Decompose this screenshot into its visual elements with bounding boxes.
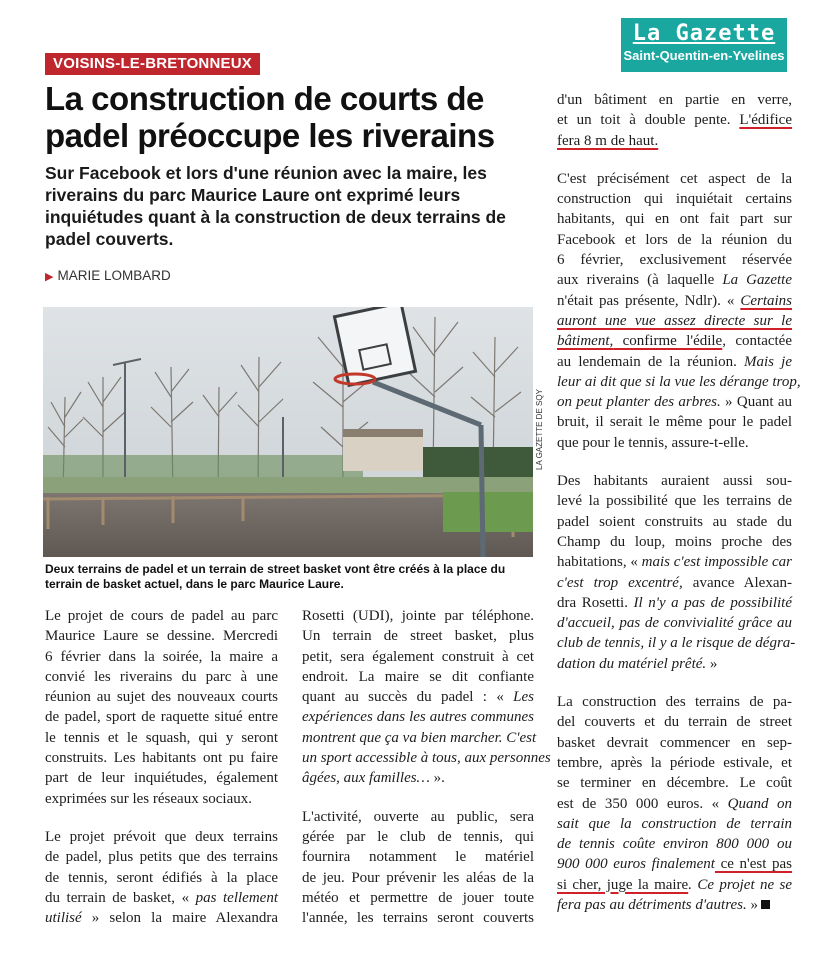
- body-column-3: [557, 90, 801, 933]
- photo-credit: LA GAZETTE DE SQY: [535, 389, 544, 470]
- text-line: endroit. La maire se dit confiante: [302, 668, 534, 685]
- text-line: Maurice Laure se dessine. Mercredi: [45, 628, 278, 645]
- text-line: basket devrait commencer en sep-: [557, 734, 792, 751]
- col1-paragraph-1: [45, 606, 278, 809]
- text-line: 6 février dans la soirée, la maire a: [45, 648, 278, 665]
- highlight-underline: confirme l'édile: [613, 333, 723, 350]
- highlight-underline: bâtiment,: [557, 333, 614, 350]
- text-line: [557, 131, 792, 151]
- text-line: que pour le tennis, assure-t-elle.: [557, 434, 749, 451]
- headline: La construction de courts de padel préoccupe les riverains: [45, 80, 495, 154]
- text-line: construction qui inquiétait certains: [557, 191, 792, 208]
- article-photo: [43, 307, 533, 557]
- col3-paragraph-2: [557, 169, 801, 453]
- text-line: on peut planter des arbres. » Quant au: [557, 394, 792, 411]
- text-line: [557, 311, 792, 331]
- text-line: tembre, après la période estivale, et: [557, 754, 792, 771]
- text-line: C'est précisément cet aspect de la: [557, 170, 792, 187]
- highlight-underline: fera 8 m de haut.: [557, 132, 659, 149]
- lede: Sur Facebook et lors d'une réunion avec la maire, les riverains du parc Maurice Laure ont exprimé leurs inquiétudes quant à la construction de deux terrains de padel couverts.: [45, 163, 506, 249]
- text-line: dra Rosetti. Il n'y a pas de possibilité: [557, 594, 793, 611]
- col3-paragraph-4: [557, 692, 792, 915]
- text-line: expériences dans les autres communes: [302, 709, 534, 726]
- text-line: fournira notamment le matériel: [302, 849, 534, 866]
- text-line: habitations, « mais c'est impossible car: [557, 554, 793, 571]
- text-line: levé la possibilité que les terrains de: [557, 493, 792, 510]
- text-line: bâtiment, confirme l'édile, contactée: [557, 333, 792, 350]
- text-line: âgées, aux familles… ».: [302, 770, 445, 787]
- text-line: bruit, il serait le même pour le padel: [557, 414, 792, 431]
- text-line: 900 000 euros finalement ce n'est pas: [557, 856, 792, 873]
- text-line: 6 février, exclusivement réservée: [557, 252, 792, 269]
- text-line: est de 350 000 euros. « Quand on: [557, 795, 793, 812]
- text-line: exprimées sur les réseaux sociaux.: [45, 790, 253, 807]
- highlight-underline: Certains: [740, 292, 792, 309]
- text-line: l'année, les terrains seront couverts: [302, 910, 534, 927]
- text-line: de padel, sport de raquette situé entre: [45, 709, 278, 726]
- text-line: montrent que ça va bien marcher. C'est: [302, 729, 537, 746]
- text-line: Champ du loup, moins proche des: [557, 533, 792, 550]
- text-line: météo et permettre de jouer toute: [302, 889, 534, 906]
- highlight-underline: , juge la maire: [597, 876, 689, 893]
- text-line: quant au succès du padel : « Les: [302, 689, 534, 706]
- text-line: de padel, plus petits que des terrains: [45, 849, 278, 866]
- text-line: Rosetti (UDI), jointe par téléphone.: [302, 608, 534, 624]
- text-line: et un toit à double pente. L'édifice: [557, 112, 792, 129]
- text-line: sait que la construction de terrain: [557, 815, 792, 832]
- photo-caption: Deux terrains de padel et un terrain de street basket vont être créés à la place du terrain de basket actuel, dans le parc Maurice Laure.: [45, 562, 506, 591]
- col1-paragraph-2: [45, 827, 278, 928]
- text-line: Un terrain de street basket, plus: [302, 628, 534, 645]
- author-name: MARIE LOMBARD: [57, 268, 171, 283]
- highlight-underline: ce n'est pas: [714, 856, 792, 873]
- text-line: du terrain de basket, « pas tellement: [45, 889, 278, 906]
- end-square-icon: [761, 900, 770, 909]
- text-line: si cher, juge la maire. Ce projet ne se: [557, 876, 793, 893]
- text-line: del couverts et du terrain de street: [557, 714, 792, 731]
- text-line: Facebook et lors de la réunion du: [557, 231, 792, 248]
- text-line: au lendemain de la réunion. Mais je: [557, 353, 793, 370]
- byline: [45, 268, 171, 283]
- text-line: réunion au sujet des nouveaux courts: [45, 689, 278, 706]
- highlight-underline: L'édifice: [739, 112, 792, 129]
- gazette-logo: [621, 18, 787, 72]
- body-column-2: [302, 606, 551, 946]
- text-line: part de leur inquiétudes, également: [45, 770, 278, 787]
- text-line: club de tennis, il y a le risque de dégra-: [557, 635, 796, 652]
- text-line: d'un bâtiment en partie en verre,: [557, 92, 792, 108]
- col2-paragraph-1: [302, 606, 551, 789]
- text-line: c'est trop excentré, avance Alexan-: [557, 574, 792, 591]
- text-line: de jeu. Pour prévenir les aléas de la: [302, 869, 534, 886]
- highlight-underline: si cher: [557, 876, 598, 893]
- text-line: de tennis, seront édifiés à la place: [45, 869, 278, 886]
- highlight-underline: auront une vue assez directe sur le: [557, 312, 792, 329]
- body-column-1: [45, 606, 278, 946]
- text-line: Le projet de cours de padel au parc: [45, 608, 278, 624]
- text-line: padel soient construits au stade du: [557, 513, 792, 530]
- text-line: habitants, qui en ont fait part sur: [557, 211, 792, 228]
- text-line: un sport accessible à tous, aux personnes: [302, 750, 551, 767]
- text-line: convié les riverains du parc à une: [45, 668, 278, 685]
- col2-paragraph-2: [302, 807, 534, 929]
- text-line: fera pas au détriments d'autres. »: [557, 895, 792, 915]
- text-line: leur ai dit que si la vue les dérange trop,: [557, 373, 801, 390]
- text-line: gérée par le club de tennis, qui: [302, 828, 534, 845]
- logo-title: La Gazette: [632, 21, 776, 46]
- text-line: d'accueil, pas de convivialité grâce au: [557, 615, 792, 632]
- text-line: de tennis coûte environ 800 000 ou: [557, 836, 792, 853]
- text-line: le tennis et le squash, qui y seront: [45, 729, 278, 746]
- text-line: se terminer en décembre. Le coût: [557, 775, 792, 792]
- col3-paragraph-3: [557, 471, 796, 674]
- text-line: La construction des terrains de pa-: [557, 694, 792, 711]
- text-line: Le projet prévoit que deux terrains: [45, 828, 278, 845]
- quote-italic: pas tellement: [195, 889, 278, 906]
- text-line: petit, sera également construit à cet: [302, 648, 534, 665]
- text-line: dation du matériel prêté. »: [557, 655, 718, 672]
- byline-triangle-icon: ▶: [45, 271, 54, 283]
- logo-subtitle: Saint-Quentin-en-Yvelines: [623, 48, 785, 63]
- text-line: Des habitants auraient aussi sou-: [557, 473, 792, 490]
- quote-italic: utilisé: [45, 910, 82, 927]
- col3-paragraph-1: [557, 90, 792, 151]
- location-kicker: VOISINS-LE-BRETONNEUX: [45, 53, 260, 75]
- text-line: L'activité, ouverte au public, sera: [302, 808, 534, 825]
- text-line: utilisé » selon la maire Alexandra: [45, 910, 278, 927]
- text-line: n'était pas présente, Ndlr). « Certains: [557, 292, 792, 309]
- text-line: construits. Les habitants ont pu faire: [45, 750, 278, 767]
- text-line: aux riverains (à laquelle La Gazette: [557, 272, 793, 289]
